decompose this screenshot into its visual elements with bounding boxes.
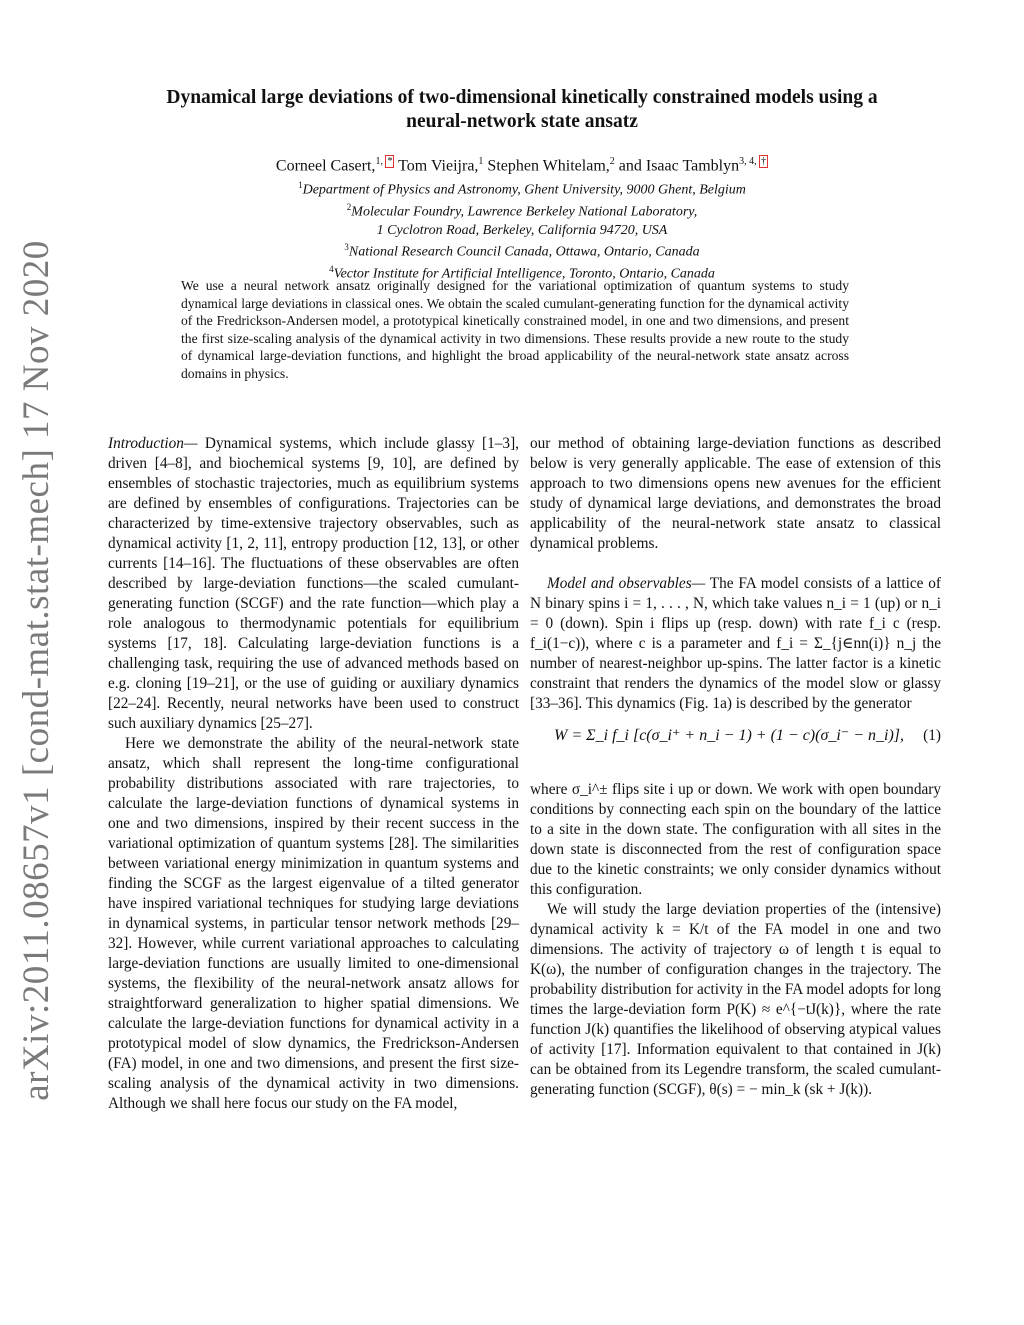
abstract: We use a neural network ansatz originally designed for the variational optimization of quantum systems to study dynamical large deviations in classical ones. We obtain the scaled cumulant-generating function for the dynamical activity of the Fredrickson-Andersen model, a prototypical kinetically constrained model, in one and two dimensions, and present the first size-scaling analysis of the dynamical activity in two dimensions. These results provide a new route to the study of dynamical large-deviation functions, and highlight the broad applicability of the neural-network state ansatz across domains in physics.: [181, 278, 849, 381]
author-vieijra-affil: 1: [478, 156, 484, 167]
affiliations: [80, 177, 964, 284]
affiliation-2-text: Molecular Foundry, Lawrence Berkeley National Laboratory,: [351, 204, 698, 220]
affiliation-1-num: 1: [298, 180, 303, 190]
affiliation-4-num: 4: [329, 264, 334, 275]
affiliation-1: [80, 177, 964, 199]
model-text: The FA model consists of a lattice of N binary spins i = 1, . . . , N, which take values n_i = 1 (up) or n_i = 0 (down). Spin i flips up (resp. down) with rate f_i c (resp. f_i(1−c)), where c is a parameter and f_i = Σ_{j∈nn(i)} n_j the number of nearest-neighbor up-spins. The latter factor is a kinetic constraint that renders the dynamics of the model slow or glassy [33–36]. This dynamics (Fig. 1a) is described by the generator: [530, 575, 941, 712]
paper-title: [80, 86, 964, 134]
affiliation-3: [80, 239, 964, 261]
affiliation-3-num: 3: [344, 242, 349, 253]
generator-equation: W = Σ_i f_i [c(σ_i⁺ + n_i − 1) + (1 − c)(σ_i⁻ − n_i)],: [554, 727, 905, 744]
author-tamblyn: and Isaac Tamblyn: [614, 157, 740, 175]
author-vieijra: Tom Vieijra,: [394, 157, 479, 175]
affiliation-2-num: 2: [346, 202, 352, 213]
intro-paragraph: [108, 434, 519, 734]
equation-number: (1): [923, 727, 941, 744]
affiliation-1-text: Department of Physics and Astronomy, Ghent University, 9000 Ghent, Belgium: [302, 182, 746, 198]
affiliation-2b-text: 1 Cyclotron Road, Berkeley, California 94720, USA: [376, 222, 668, 238]
affiliation-2b: [80, 222, 964, 240]
arxiv-margin-stamp: [8, 239, 64, 1101]
arxiv-identifier: arXiv:2011.08657v1 [cond-mat.stat-mech] 17 Nov 2020: [15, 239, 57, 1101]
author-list: [80, 151, 964, 177]
affiliation-3-text: National Research Council Canada, Ottawa, Ontario, Canada: [348, 244, 700, 260]
intro-text: Dynamical systems, which include glassy [1–3], driven [4–8], and biochemical systems [9, 10], are defined by ensembles of stochastic trajectories, much as equilibrium systems are defined by ensembles of configurations. Trajectories can be characterized by time-extensive trajectory observables, such as dynamical activity [1, 2, 11], entropy production [12, 13], or other currents [14–16]. The fluctuations of these observables are often described by large-deviation functions—the scaled cumulant-generating function (SCGF) and the rate function—which play a role analogous to thermodynamic potentials for equilibrium systems [17, 18]. Calculating large-deviation functions is a challenging task, requiring the use of advanced methods based on e.g. cloning [19–21], or the use of guiding or auxiliary dynamics [22–24]. Recently, neural networks have been used to construct such auxiliary dynamics [25–27].: [108, 435, 519, 732]
title-line-2: neural-network state ansatz: [406, 111, 638, 132]
model-heading: Model and observables—: [547, 575, 706, 592]
right-paragraph-4: We will study the large deviation properties of the (intensive) dynamical activity k = K/t of the FA model in one and two dimensions. The activity of trajectory ω of length t is equal to K(ω), the number of configuration changes in the trajectory. The probability distribution for activity in the FA model adopts for long times the large-deviation form P(K) ≈ e^{−tJ(k)}, where the rate function J(k) quantifies the likelihood of observing atypical values of activity [17]. Information equivalent to that contained in J(k) can be obtained from its Legendre transform, the scaled cumulant-generating function (SCGF), θ(s) = − min_k (sk + J(k)).: [530, 901, 941, 1098]
equation-1: [530, 718, 941, 774]
left-paragraph-2: Here we demonstrate the ability of the neural-network state ansatz, which shall represent the long-time configurational probability distributions associated with rare trajectories, to calculate the large-deviation functions of dynamical systems in one and two dimensions, inspired by their recent success in the variational optimization of quantum systems [28]. The similarities between variational energy minimization in quantum systems and finding the SCGF as the largest eigenvalue of a tilted generator have inspired variational techniques for studying large deviations in dynamical systems, in particular tensor network methods [29–32]. However, while current variational approaches to calculating large-deviation functions are usually limited to one-dimensional systems, the flexibility of the neural-network ansatz allows for straightforward generalization to higher spatial dimensions. We calculate the large-deviation functions for dynamical activity in a prototypical model of slow dynamics, the Fredrickson-Andersen (FA) model, in one and two dimensions, and present the first size-scaling analysis of the dynamical activity in two dimensions. Although we shall here focus our study on the FA model,: [108, 735, 519, 1112]
affiliation-4-text: Vector Institute for Artificial Intelligence, Toronto, Ontario, Canada: [333, 267, 715, 282]
right-column: [530, 434, 941, 1100]
left-column: [108, 434, 519, 1114]
affiliation-2: [80, 199, 964, 221]
author-whitelam: Stephen Whitelam,: [483, 157, 610, 175]
right-paragraph-3: where σ_i^± flips site i up or down. We work with open boundary conditions by connecting each spin on the boundary of the lattice to a site in the down state. The configuration with all sites in the down state is disconnected from the rest of configuration space due to the kinetic constraints; we only consider dynamics without this configuration.: [530, 781, 941, 898]
author-casert: Corneel Casert,: [275, 157, 376, 175]
author-casert-affil: 1,: [375, 156, 386, 167]
author-whitelam-affil: 2: [609, 156, 615, 167]
intro-heading: Introduction—: [108, 435, 198, 452]
model-paragraph: [530, 574, 941, 714]
right-paragraph-1: our method of obtaining large-deviation functions as described below is very generally applicable. The ease of extension of this approach to two dimensions opens new avenues for the efficient study of dynamical large deviations, and demonstrates the broad applicability of the neural-network state ansatz to classical dynamical problems.: [530, 435, 941, 552]
title-line-1: Dynamical large deviations of two-dimensional kinetically constrained models using a: [166, 87, 878, 108]
author-tamblyn-footnote-link[interactable]: †: [761, 156, 767, 167]
author-tamblyn-affil: 3, 4,: [739, 156, 760, 167]
author-casert-footnote-link[interactable]: *: [387, 156, 393, 167]
